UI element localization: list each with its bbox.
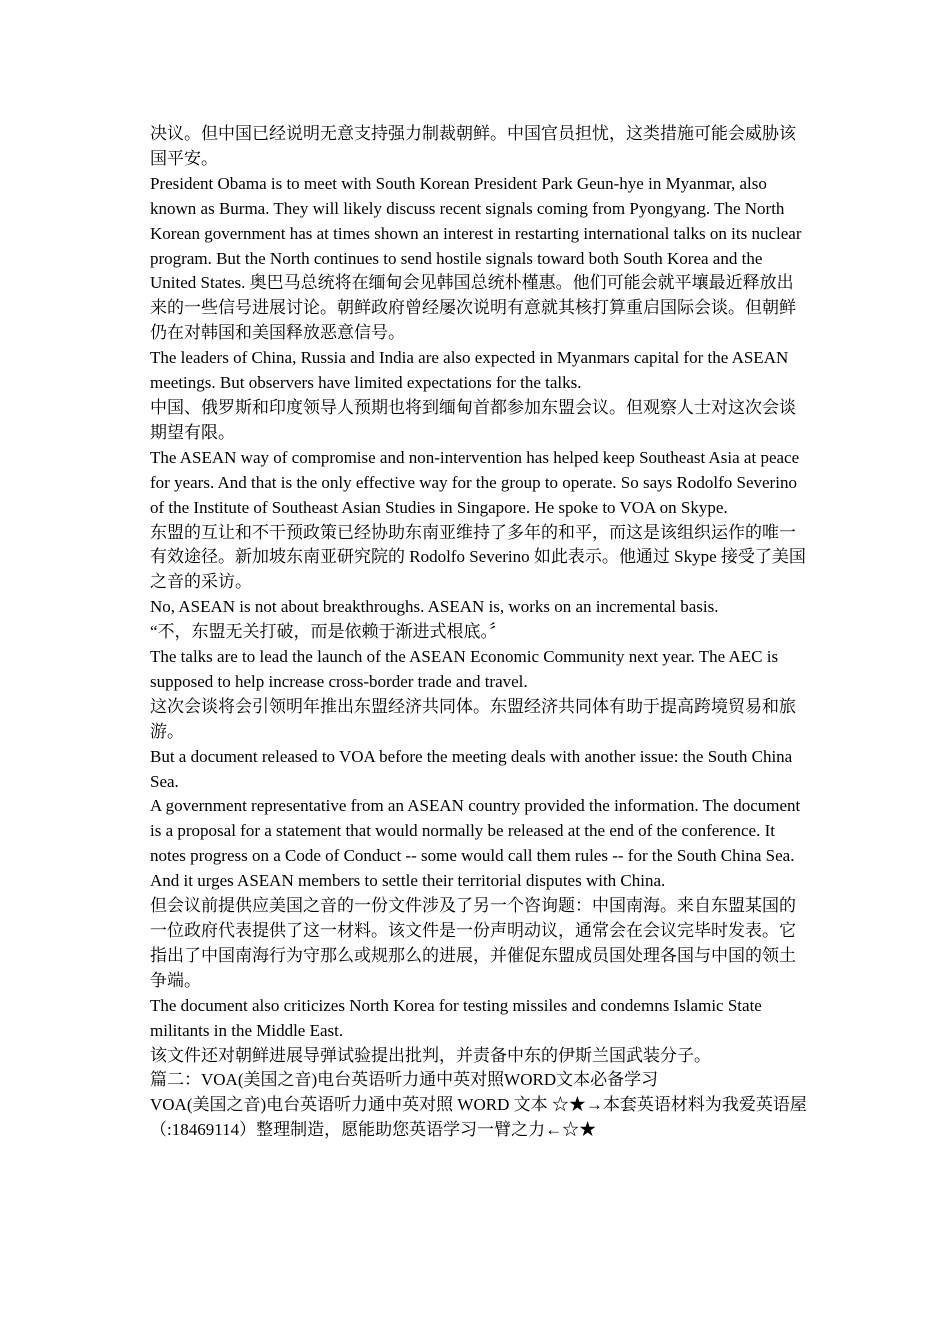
paragraph: 东盟的互让和不干预政策已经协助东南亚维持了多年的和平，而这是该组织运作的唯一有效途径。新加坡东南亚研究院的 Rodolfo Severino 如此表示。他通过 Skype 接受了美国之音的采访。 [150,522,806,592]
paragraph: The talks are to lead the launch of the ASEAN Economic Community next year. The AEC is supposed to help increase cross-border trade and travel. [150,647,779,691]
paragraph: 但会议前提供应美国之音的一份文件涉及了另一个咨询题：中国南海。来自东盟某国的一位政府代表提供了这一材料。该文件是一份声明动议，通常会在会议完毕时发表。它指出了中国南海行为守那么或规那么的进展，并催促东盟成员国处理各国与中国的领土争端。 [150,896,796,990]
paragraph: The document also criticizes North Korea for testing missiles and condemns Islamic State militants in the Middle East. [150,995,762,1040]
paragraph: “不，东盟无关打破，而是依赖于渐进式根底。〞 [150,622,507,642]
section-heading: 篇二：VOA(美国之音)电台英语听力通中英对照WORD文本必备学习 [150,1070,659,1090]
paragraph: The ASEAN way of compromise and non-intervention has helped keep Southeast Asia at peace for years. And that is the only effective way for the group to operate. So says Rodolfo Severino of the Institute of Southeast Asian Studies in Singapore. He spoke to VOA on Skype. [150,447,800,517]
paragraph: A government representative from an ASEAN country provided the information. The document is a proposal for a statement that would normally be released at the end of the conference. It notes progress on a Code of Conduct -- some would call them rules -- for the South China Sea. And it urges ASEAN members to settle their territorial disputes with China. [150,796,801,891]
paragraph: 中国、俄罗斯和印度领导人预期也将到缅甸首都参加东盟会议。但观察人士对这次会谈期望有限。 [150,397,796,442]
paragraph: The leaders of China, Russia and India are also expected in Myanmars capital for the ASEAN meetings. But observers have limited expectations for the talks. [150,348,789,393]
paragraph: 该文件还对朝鲜进展导弹试验提出批判，并责备中东的伊斯兰国武装分子。 [150,1045,711,1065]
paragraph: 决议。但中国已经说明无意支持强力制裁朝鲜。中国官员担忧，这类措施可能会威胁该国平安。 [150,124,796,168]
paragraph: President Obama is to meet with South Korean President Park Geun-hye in Myanmar, also known as Burma. They will likely discuss recent signals coming from Pyongyang. The North Korean government has at times shown an interest in restarting international talks on its nuclear program. But the North continues to send hostile signals toward both South Korea and the United States. 奥巴马总统将在缅甸会见韩国总统朴槿惠。他们可能会就平壤最近释放出来的一些信号进展讨论。朝鲜政府曾经屡次说明有意就其核打算重启国际会谈。但朝鲜仍在对韩国和美国释放恶意信号。 [150,173,802,343]
paragraph: No, ASEAN is not about breakthroughs. ASEAN is, works on an incremental basis. [150,597,719,617]
paragraph: VOA(美国之音)电台英语听力通中英对照 WORD 文本 ☆★→本套英语材料为我爱英语屋（:18469114）整理制造，愿能助您英语学习一臂之力←☆★ [150,1095,807,1140]
paragraph: But a document released to VOA before the meeting deals with another issue: the South China Sea. [150,746,793,791]
paragraph: 这次会谈将会引领明年推出东盟经济共同体。东盟经济共同体有助于提高跨境贸易和旅游。 [150,696,796,741]
document-body [150,122,810,1143]
